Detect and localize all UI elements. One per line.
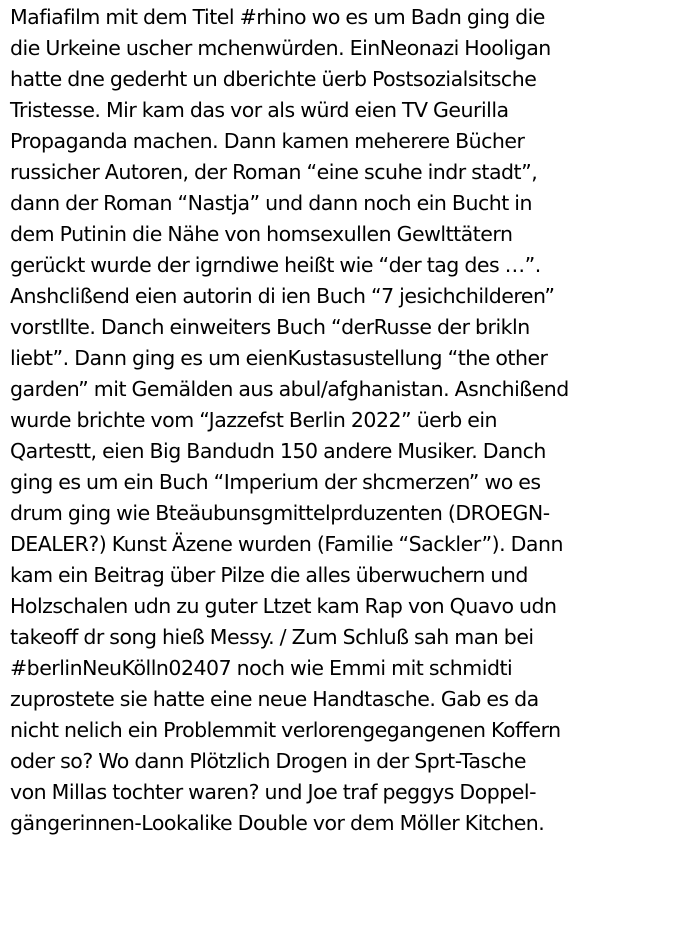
text-line: Tristesse. Mir kam das vor als würd eien TV Geurilla [10,98,509,122]
text-line: drum ging wie Bteäubunsgmittelprduzenten (DROEGN- [10,501,550,525]
text-line: takeoff dr song hieß Messy. / Zum Schluß sah man bei [10,625,534,649]
text-line: wurde brichte vom “Jazzefst Berlin 2022” üerb ein [10,408,498,432]
body-text [10,2,682,839]
text-line: garden” mit Gemälden aus abul/afghanistan. Asnchißend [10,377,569,401]
text-line: russicher Autoren, der Roman “eine scuhe indr stadt”, [10,160,538,184]
text-line: DEALER?) Kunst Äzene wurden (Familie “Sackler”). Dann [10,532,563,556]
text-line: vorstllte. Danch einweiters Buch “derRusse der brikln [10,315,530,339]
text-line: Anshclißend eien autorin di ien Buch “7 jesichchilderen” [10,284,555,308]
text-line: Mafiafilm mit dem Titel #rhino wo es um Badn ging die [10,5,545,29]
text-line: Holzschalen udn zu guter Ltzet kam Rap von Quavo udn [10,594,557,618]
text-line: dem Putinin die Nähe von homsexullen Gewlttätern [10,222,513,246]
text-line: nicht nelich ein Problemmit verlorengegangenen Koffern [10,718,561,742]
text-line: ging es um ein Buch “Imperium der shcmerzen” wo es [10,470,541,494]
text-line: #berlinNeuKölln02407 noch wie Emmi mit schmidti [10,656,513,680]
text-line: Propaganda machen. Dann kamen meherere Bücher [10,129,525,153]
text-line: gängerinnen-Lookalike Double vor dem Möller Kitchen. [10,811,545,835]
text-line: hatte dne gederht un dberichte üerb Postsozialsitsche [10,67,537,91]
text-line: liebt”. Dann ging es um eienKustasustellung “the other [10,346,548,370]
text-line: Qartestt, eien Big Bandudn 150 andere Musiker. Danch [10,439,546,463]
text-line: die Urkeine uscher mchenwürden. EinNeonazi Hooligan [10,36,551,60]
text-line: dann der Roman “Nastja” und dann noch ein Bucht in [10,191,532,215]
text-line: von Millas tochter waren? und Joe traf peggys Doppel- [10,780,536,804]
text-line: oder so? Wo dann Plötzlich Drogen in der Sprt-Tasche [10,749,526,773]
text-line: gerückt wurde der igrndiwe heißt wie “der tag des …”. [10,253,541,277]
text-line: kam ein Beitrag über Pilze die alles überwuchern und [10,563,528,587]
text-line: zuprostete sie hatte eine neue Handtasche. Gab es da [10,687,539,711]
